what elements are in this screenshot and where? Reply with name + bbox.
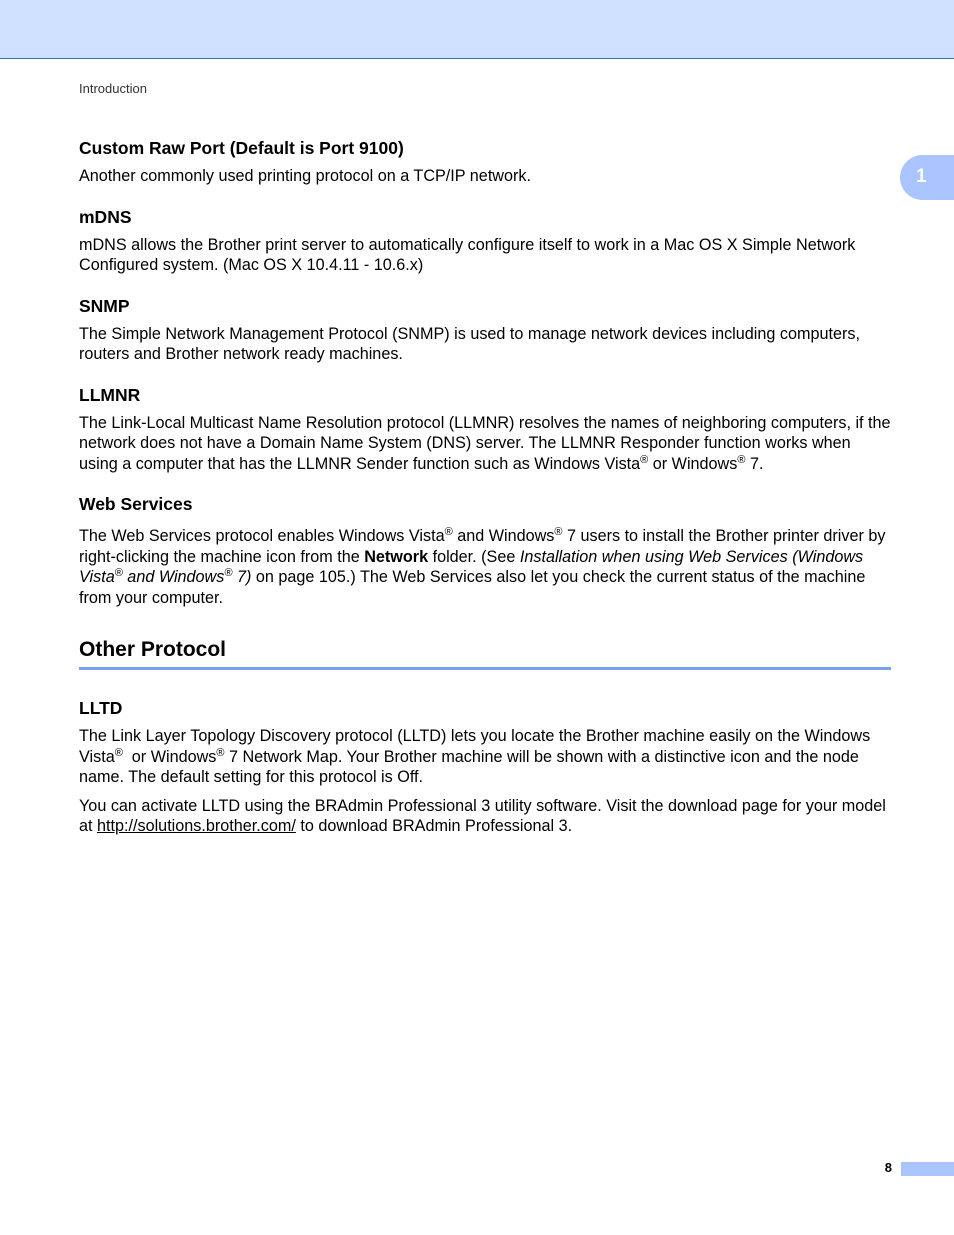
text: The Link-Local Multicast Name Resolution protocol (LLMNR) resolves the names of neighboring computers, if the network does not have a Domain Name System (DNS) server. The LLMNR Responder function works when using a computer that has the LLMNR Sender function such as Windows Vista (79, 413, 891, 473)
text: 7 users to install the Brother printer driver by right-clicking the machine icon from the (79, 527, 886, 566)
section-title: LLTD (79, 698, 123, 718)
registered-mark: ® (444, 526, 453, 538)
section-title: SNMP (79, 295, 130, 316)
text: Installation when using Web Services (Windows Vista (79, 547, 864, 586)
text: or Windows (122, 747, 217, 766)
breadcrumb: Introduction (79, 81, 147, 96)
section-body: The Simple Network Management Protocol (SNMP) is used to manage network devices including computers, routers and Brother network ready machines. (79, 324, 860, 363)
registered-mark: ® (114, 746, 123, 759)
registered-mark: ® (554, 526, 563, 538)
section-web-services (79, 492, 891, 608)
text: The Web Services protocol enables Windows Vista (79, 527, 445, 545)
section-lltd (79, 696, 891, 837)
solutions-link[interactable]: http://solutions.brother.com/ (97, 817, 296, 835)
text: and Windows (122, 568, 225, 586)
section-title: Web Services (79, 494, 193, 514)
section-custom-raw-port (79, 136, 891, 187)
section-body: Another commonly used printing protocol on a TCP/IP network. (79, 167, 531, 185)
header-band (0, 0, 954, 59)
section-title: LLMNR (79, 384, 141, 405)
section-llmnr (79, 383, 891, 475)
section-body (79, 413, 891, 475)
text: or Windows (648, 454, 738, 473)
registered-mark: ® (114, 567, 123, 579)
text: folder. (See (428, 547, 520, 566)
bold-network: Network (364, 547, 429, 566)
section-title: mDNS (79, 206, 132, 227)
section-body (79, 726, 891, 788)
heading-other-protocol: Other Protocol (79, 636, 891, 670)
section-body (79, 796, 891, 837)
chapter-tab[interactable]: 1 (900, 155, 954, 200)
section-body: mDNS allows the Brother print server to automatically configure itself to work in a Mac OS X Simple Network Configured system. (Mac OS X 10.4.11 - 10.6.x) (79, 235, 856, 274)
section-body (79, 526, 891, 608)
text: 7) (232, 568, 252, 586)
text: 7 Network Map. Your Brother machine will be shown with a distinctive icon and the node name. The default setting for this protocol is Off. (79, 747, 859, 786)
section-mdns (79, 205, 891, 276)
page-tab (901, 1162, 954, 1176)
text: 7. (745, 454, 764, 473)
text: on page 105.) The Web Services also let you check the current status of the machine from your computer. (79, 568, 866, 607)
section-title: Custom Raw Port (Default is Port 9100) (79, 138, 404, 158)
registered-mark: ® (640, 453, 649, 466)
page-number: 8 (884, 1160, 892, 1175)
text: You can activate LLTD using the BRAdmin Professional 3 utility software. Visit the download page for your model at (79, 796, 886, 835)
text: The Link Layer Topology Discovery protocol (LLTD) lets you locate the Brother machine easily on the Windows Vista (79, 727, 871, 766)
registered-mark: ® (737, 453, 746, 466)
text: to download BRAdmin Professional 3. (295, 817, 573, 835)
registered-mark: ® (224, 567, 233, 579)
text: and Windows (452, 527, 555, 545)
registered-mark: ® (216, 746, 225, 759)
page-content (79, 136, 891, 855)
section-snmp (79, 294, 891, 365)
